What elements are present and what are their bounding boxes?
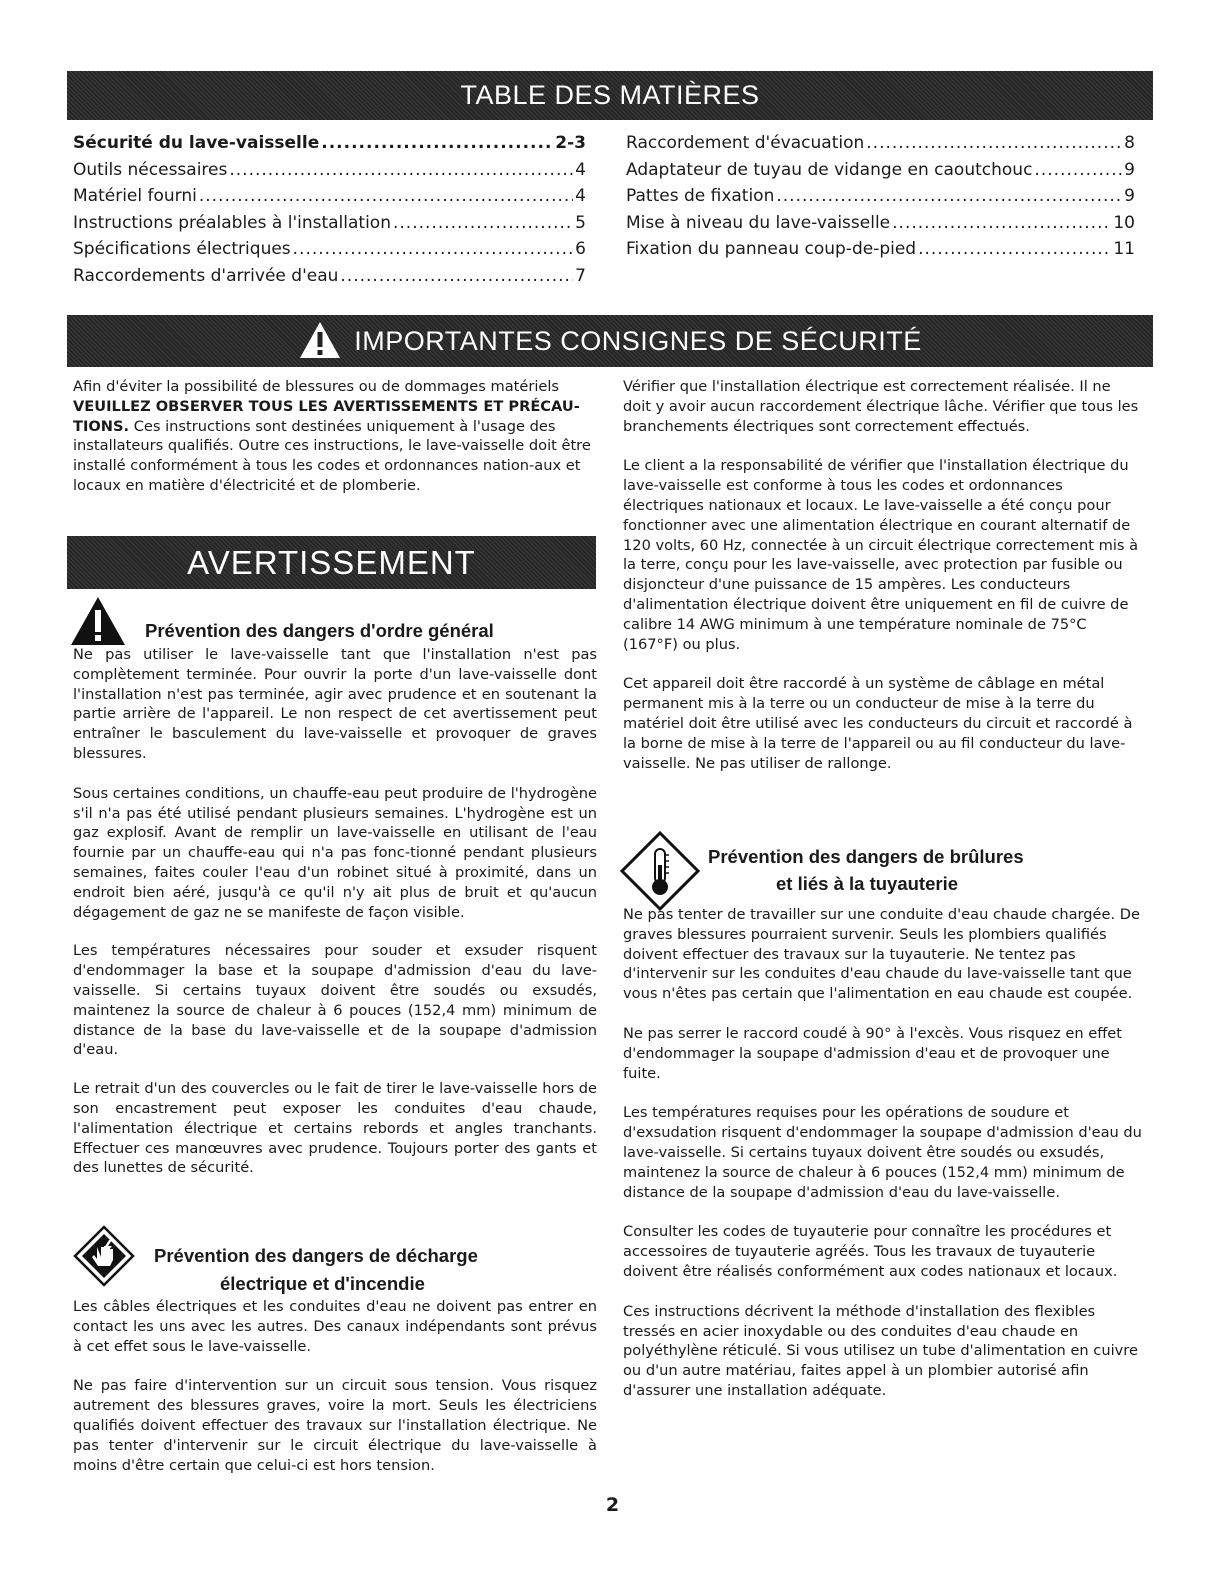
shock-heading-2: électrique et d'incendie (220, 1273, 425, 1294)
warning-triangle-icon (298, 320, 342, 360)
page-number: 2 (605, 1494, 620, 1516)
safety-intro: Afin d'éviter la possibilité de blessures ou de dommages matériels VEUILLEZ OBSERVER TOUS LES AVERTISSEMENTS ET PRÉCAU-TIONS. Ces instructions sont destinées uniquement à l'usage des installateurs qualifiés. Outre ces instructions, le lave-vaisselle doit être installé conformément à tous les codes et ordonnances nation-aux et locaux en matière d'électricité et de plomberie. (73, 378, 591, 494)
burn-heading-1: Prévention des dangers de brûlures (708, 846, 1024, 867)
warning-triangle-icon (69, 595, 127, 647)
shock-heading-1: Prévention des dangers de décharge (154, 1245, 478, 1266)
toc-entry[interactable]: Mise à niveau du lave-vaisselle ..... 10 (626, 210, 1135, 237)
toc-entry[interactable]: Raccordements d'arrivée d'eau ..... 7 (73, 263, 586, 290)
toc-banner (67, 71, 1153, 120)
thermometer-icon (620, 831, 700, 911)
toc-entry[interactable]: Adaptateur de tuyau de vidange en caoutchouc ..... 9 (626, 157, 1135, 184)
warning-banner-title: AVERTISSEMENT (187, 544, 476, 581)
burn-hazard-text: Ne pas tenter de travailler sur une conduite d'eau chaude chargée. De graves blessures pourraient survenir. Seuls les plombiers qualifiés doivent effectuer des travaux sur la tuyauterie. Ne tentez pas d'intervenir sur les conduites d'eau chaude du lave-vaisselle tant que vous n'êtes pas certain que l'alimentation en eau chaude est coupée. Ne pas serrer le raccord coudé à 90° à l'excès. Vous risquez en effet d'endommager la soupape d'admission d'eau et de provoquer une fuite. Les températures requises pour les opérations de soudure et d'exsudation risquent d'endommager la soupape d'admission d'eau du lave-vaisselle. Si certains tuyaux doivent être soudés ou exsudés, maintenez la source de chaleur à 6 pouces (152,4 mm) minimum de distance de la soupape d'admission d'eau du lave-vaisselle. Consulter les codes de tuyauterie pour connaître les procédures et accessoires de tuyauterie agréés. Tous les travaux de tuyauterie doivent être réalisés conformément aux codes nationaux et locaux. Ces instructions décrivent la méthode d'installation des flexibles tressés en acier inoxydable ou des conduites d'eau chaude en polyéthylène réticulé. Si vous utilisez un tube d'alimentation en cuivre ou d'un autre matériau, faites appel à un plombier autorisé afin d'assurer une installation adéquate. (623, 906, 1142, 1399)
toc-right-column (626, 130, 1135, 263)
shock-hazard-text: Les câbles électriques et les conduites d'eau ne doivent pas entrer en contact les uns avec les autres. Des canaux indépendants sont prévus à cet effet sous le lave-vaisselle. Ne pas faire d'intervention sur un circuit sous tension. Vous risquez autrement des blessures graves, voire la mort. Seuls les électriciens qualifiés doivent effectuer des travaux sur l'installation électrique. Ne pas tenter d'intervenir sur le circuit électrique du lave-vaisselle à moins d'être certain que celui-ci est hors tension. (73, 1298, 597, 1474)
electrical-text: Vérifier que l'installation électrique est correctement réalisée. Il ne doit y avoir aucun raccordement électrique lâche. Vérifier que tous les branchements électriques sont correctement effectués. Le client a la responsabilité de vérifier que l'installation électrique du lave-vaisselle est conforme à tous les codes et ordonnances électriques nationaux et locaux. Le lave-vaisselle a été conçu pour fonctionner avec une alimentation électrique en courant alternatif de 120 volts, 60 Hz, connectée à un circuit électrique correctement mis à la terre, conçu pour les lave-vaisselle, avec protection par fusible ou disjoncteur d'une puissance de 15 ampères. Les conducteurs d'alimentation électrique doivent être uniquement en fil de cuivre de calibre 14 AWG minimum à une température nominale de 75°C (167°F) ou plus. Cet appareil doit être raccordé à un système de câblage en métal permanent mis à la terre ou un conducteur de mise à la terre du matériel doit être utilisé avec les conducteurs du circuit et raccordé à la borne de mise à la terre de l'appareil ou au fil conducteur du lave-vaisselle. Ne pas utiliser de rallonge. (623, 378, 1139, 772)
intro-bold-text: VEUILLEZ OBSERVER TOUS LES AVERTISSEMENTS ET PRÉCAU-TIONS. (73, 397, 580, 435)
toc-entry[interactable]: Pattes de fixation ..... 9 (626, 183, 1135, 210)
toc-entry[interactable]: Outils nécessaires ..... 4 (73, 157, 586, 184)
safety-banner-title: IMPORTANTES CONSIGNES DE SÉCURITÉ (354, 326, 922, 356)
safety-banner (67, 315, 1153, 367)
toc-entry[interactable]: Instructions préalables à l'installation ..... 5 (73, 210, 586, 237)
general-hazard-heading: Prévention des dangers d'ordre général (145, 620, 494, 641)
toc-title: TABLE DES MATIÈRES (460, 80, 760, 110)
toc-entry[interactable]: Sécurité du lave-vaisselle ..... 2-3 (73, 130, 586, 157)
burn-heading-2: et liés à la tuyauterie (776, 873, 959, 894)
toc-entry[interactable]: Spécifications électriques ..... 6 (73, 236, 586, 263)
shock-hazard-icon (73, 1225, 135, 1287)
toc-left-column (73, 130, 586, 290)
general-hazard-text: Ne pas utiliser le lave-vaisselle tant que l'installation n'est pas complètement terminée. Pour ouvrir la porte d'un lave-vaisselle dont l'installation n'est pas terminée, agir avec prudence et en soutenant la partie arrière de l'appareil. Le non respect de cet avertissement peut entraîner le basculement du lave-vaisselle et provoquer de graves blessures. Sous certaines conditions, un chauffe-eau peut produire de l'hydrogène s'il n'a pas été utilisé pendant plusieurs semaines. L'hydrogène est un gaz explosif. Avant de remplir un lave-vaisselle en utilisant de l'eau fournie par un chauffe-eau qui n'a pas fonc-tionné pendant plusieurs semaines, faites couler l'eau d'un robinet situé à proximité, dans un endroit bien aéré, jusqu'à ce qu'il n'y ait plus de bruit et qu'aucun dégagement de gaz ne se manifeste de façon visible. Les températures nécessaires pour souder et exsuder risquent d'endommager la base et la soupape d'admission d'eau du lave-vaisselle. Si certains tuyaux doivent être soudés ou exsudés, maintenez la source de chaleur à 6 pouces (152,4 mm) minimum de distance de la base du lave-vaisselle et de la soupape d'admission d'eau. Le retrait d'un des couvercles ou le fait de tirer le lave-vaisselle hors de son encastrement peut exposer les conduites d'eau chaude, l'alimentation électrique et certains rebords et angles tranchants. Effectuer ces manœuvres avec prudence. Toujours porter des gants et des lunettes de sécurité. (73, 646, 597, 1177)
toc-entry[interactable]: Matériel fourni ..... 4 (73, 183, 586, 210)
toc-entry[interactable]: Raccordement d'évacuation ..... 8 (626, 130, 1135, 157)
toc-entry[interactable]: Fixation du panneau coup-de-pied ..... 11 (626, 236, 1135, 263)
warning-banner (67, 536, 596, 589)
